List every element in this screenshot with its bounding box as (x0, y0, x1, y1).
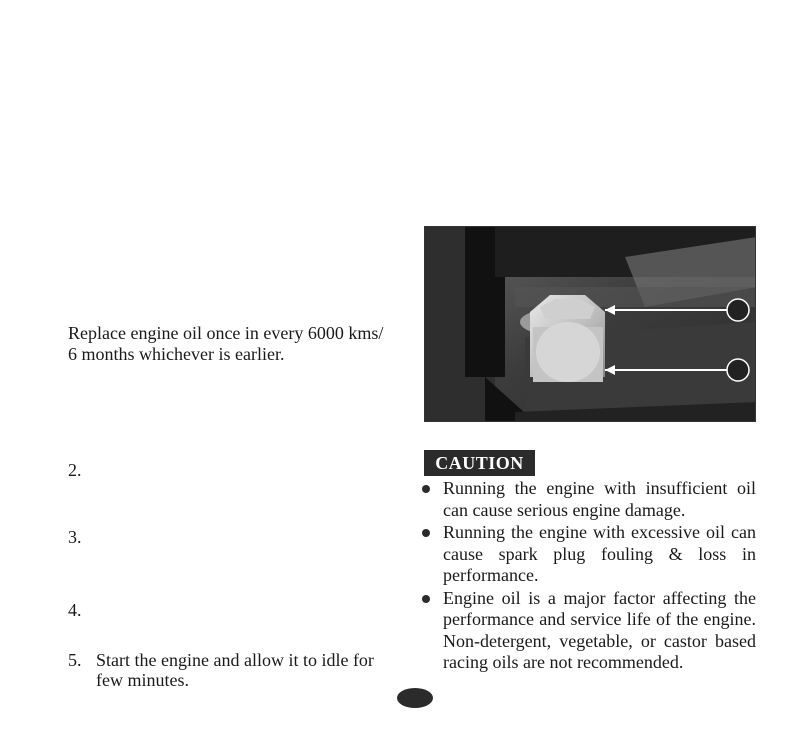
bullet-icon (422, 485, 430, 493)
oil-drain-bolt-photo (424, 226, 756, 422)
callout-1-circle (727, 299, 749, 321)
caution-item-3: Engine oil is a major factor affecting the performance and service life of the engine. Non-detergent, vegetable, or castor based racing oils are not recommended. (420, 588, 756, 674)
caution-item-2: Running the engine with excessive oil can cause spark plug fouling & loss in performance. (420, 522, 756, 587)
step-5-line-2: few minutes. (96, 670, 189, 690)
caution-item-1: Running the engine with insufficient oil can cause serious engine damage. (420, 478, 756, 521)
oil-replacement-interval (68, 323, 408, 365)
intro-line-1: Replace engine oil once in every 6000 kms/ (68, 323, 384, 343)
step-3-number: 3. (68, 527, 82, 547)
page-number-oval (397, 688, 433, 708)
step-5-text (96, 650, 408, 690)
step-4-number: 4. (68, 600, 82, 620)
step-5-number: 5. (68, 650, 82, 670)
bullet-icon (422, 529, 430, 537)
step-5-line-1: Start the engine and allow it to idle for (96, 650, 374, 670)
caution-badge: CAUTION (424, 450, 535, 476)
engine-photo-illustration (425, 227, 756, 422)
caution-list (420, 478, 756, 675)
bullet-icon (422, 595, 430, 603)
intro-line-2: 6 months whichever is earlier. (68, 344, 285, 364)
step-2-number: 2. (68, 460, 82, 480)
callout-2-circle (727, 359, 749, 381)
